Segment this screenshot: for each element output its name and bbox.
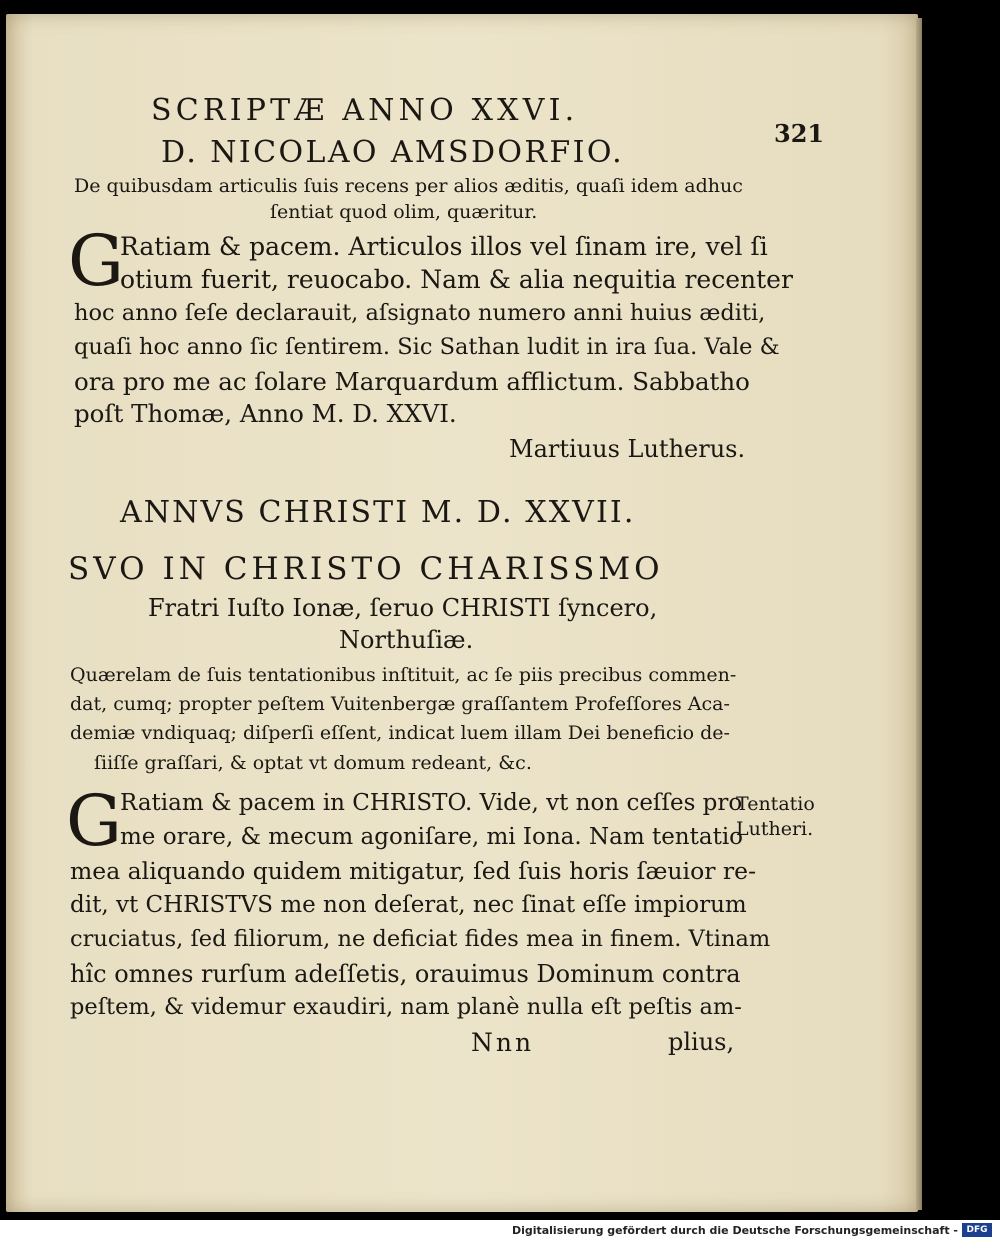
letter2-body-line: mea aliquando quidem mitigatur, ſed ſuis horis ſæuior re-: [70, 857, 757, 885]
year-heading: ANNVS CHRISTI M. D. XXVII.: [120, 495, 636, 530]
letter1-drop-cap: G: [68, 220, 124, 302]
letter1-body-line: otium fuerit, reuocabo. Nam & alia nequitia recenter: [120, 265, 793, 294]
letter1-body-line: ora pro me ac ſolare Marquardum afflictum. Sabbatho: [74, 367, 750, 396]
letter2-summary-line: ſiiſſe graſſari, & optat vt domum redeant, &c.: [94, 752, 532, 774]
footer-bar: [0, 1220, 1000, 1241]
signature-mark: Nnn: [471, 1028, 535, 1057]
letter1-signature: Martiuus Lutherus.: [509, 435, 746, 463]
letter1-body-line: Ratiam & pacem. Articulos illos vel ſinam ire, vel ſi: [120, 232, 768, 261]
letter2-summary-line: demiæ vndiquaq; diſperſi eſſent, indicat luem illam Dei beneficio de-: [70, 722, 730, 744]
letter2-body-line: hîc omnes rurſum adeſſetis, orauimus Dominum contra: [70, 960, 741, 988]
letter1-addressee: D. NICOLAO AMSDORFIO.: [161, 135, 625, 170]
letter2-body-line: Ratiam & pacem in CHRISTO. Vide, vt non ceſſes pro: [120, 790, 743, 816]
catchword: plius,: [668, 1028, 735, 1056]
letter2-body-line: dit, vt CHRISTVS me non deſerat, nec ſinat eſſe impiorum: [70, 892, 747, 918]
book-page: [6, 14, 918, 1212]
letter2-summary-line: dat, cumq; propter peſtem Vuitenbergæ graſſantem Profeſſores Aca-: [70, 693, 730, 715]
margin-note-line: Lutheri.: [736, 818, 814, 840]
letter2-addressee-line: Northuſiæ.: [339, 626, 474, 654]
letter2-body-line: cruciatus, ſed filiorum, ne deficiat fides mea in finem. Vtinam: [70, 926, 771, 952]
letter2-salutation: SVO IN CHRISTO CHARISSMO: [68, 551, 664, 587]
letter1-body-line: hoc anno ſeſe declarauit, aſsignato numero anni huius æditi,: [74, 300, 766, 326]
letter2-addressee-line: Fratri Iuſto Ionæ, ſeruo CHRISTI ſyncero,: [148, 594, 658, 622]
margin-note-line: Tentatio: [736, 793, 815, 815]
letter1-summary-line: De quibusdam articulis ſuis recens per alios æditis, quaſi idem adhuc: [74, 175, 743, 197]
page-edge: [916, 18, 922, 1210]
letter2-body-line: peſtem, & videmur exaudiri, nam planè nulla eſt peſtis am-: [70, 994, 742, 1020]
letter2-drop-cap: G: [66, 780, 122, 862]
footer-credit: Digitalisierung gefördert durch die Deutsche Forschungsgemeinschaft -: [511, 1224, 958, 1237]
letter1-body-line: quaſi hoc anno ſic ſentirem. Sic Sathan ludit in ira ſua. Vale &: [74, 334, 780, 360]
running-head: SCRIPTÆ ANNO XXVI.: [151, 93, 579, 128]
page-number: 321: [774, 119, 825, 148]
letter1-summary-line: ſentiat quod olim, quæritur.: [270, 201, 538, 223]
letter2-body-line: me orare, & mecum agoniſare, mi Iona. Nam tentatio: [120, 824, 744, 850]
letter2-summary-line: Quærelam de ſuis tentationibus inſtituit, ac ſe piis precibus commen-: [70, 664, 737, 686]
dfg-logo: DFG: [962, 1223, 992, 1237]
letter1-body-line: poſt Thomæ, Anno M. D. XXVI.: [74, 399, 457, 428]
